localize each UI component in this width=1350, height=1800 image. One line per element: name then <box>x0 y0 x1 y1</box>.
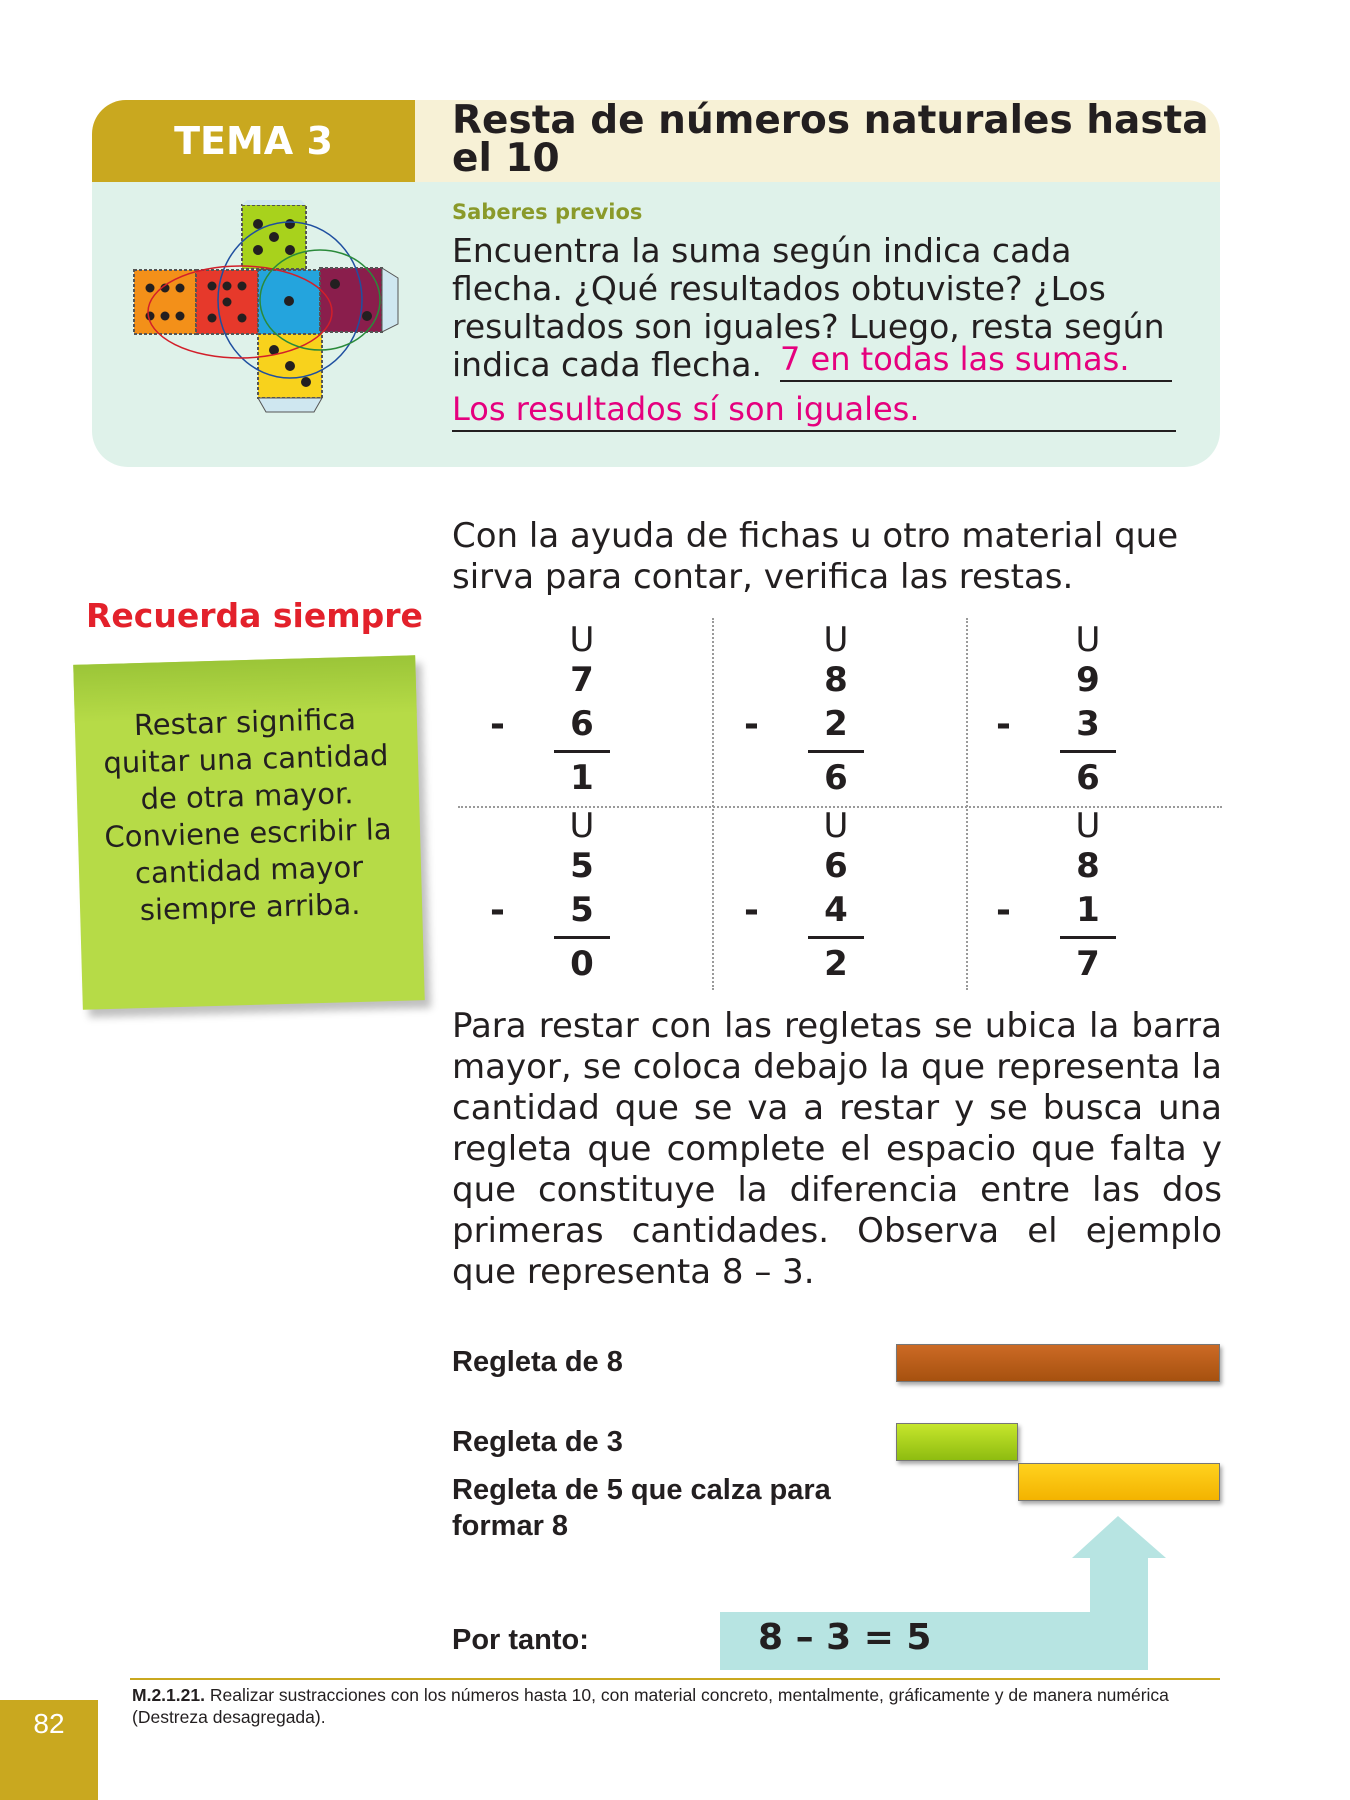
minus-sign: - <box>744 704 759 745</box>
result-line <box>1060 936 1116 939</box>
difference: 6 <box>1076 758 1100 798</box>
dice-net-illustration <box>130 200 420 430</box>
footer-divider <box>130 1678 1220 1680</box>
difference: 1 <box>570 758 594 798</box>
minus-sign: - <box>996 890 1011 931</box>
sticky-note <box>73 655 424 1009</box>
result-line <box>1060 750 1116 753</box>
result-equation: 8 – 3 = 5 <box>758 1617 932 1658</box>
skill-code: M.2.1.21. <box>132 1685 205 1705</box>
subtrahend: 3 <box>1076 704 1100 744</box>
tema-label: TEMA 3 <box>174 119 333 163</box>
regleta-8-bar <box>896 1344 1220 1382</box>
answer-line-1 <box>780 340 1172 382</box>
minuend: 9 <box>1076 660 1100 700</box>
unit-label: U <box>569 806 595 846</box>
unit-label: U <box>1075 620 1101 660</box>
sticky-note-text: Restar significa quitar una cantidad de otra mayor. Conviene escribir la cantidad mayor siempre arriba. <box>103 701 393 928</box>
regleta-8-label: Regleta de 8 <box>452 1346 623 1378</box>
regleta-5-label-line2: formar 8 <box>452 1510 569 1542</box>
result-line <box>554 936 610 939</box>
unit-label: U <box>823 620 849 660</box>
result-line <box>554 750 610 753</box>
subtrahend: 2 <box>824 704 848 744</box>
difference: 6 <box>824 758 848 798</box>
footer-skill-text <box>132 1684 1222 1728</box>
answer-line-2 <box>452 390 1176 432</box>
result-line <box>808 936 864 939</box>
regleta-5-bar <box>1018 1463 1220 1501</box>
answer-1: 7 en todas las sumas. <box>780 340 1130 378</box>
minus-sign: - <box>490 704 505 745</box>
answer-2: Los resultados sí son iguales. <box>452 390 920 428</box>
difference: 2 <box>824 944 848 984</box>
regleta-5-label-line1: Regleta de 5 que calza para <box>452 1474 831 1506</box>
minuend: 5 <box>570 846 594 886</box>
difference: 7 <box>1076 944 1100 984</box>
recuerda-siempre-title: Recuerda siempre <box>86 596 423 635</box>
difference: 0 <box>570 944 594 984</box>
minuend: 8 <box>824 660 848 700</box>
por-tanto-label: Por tanto: <box>452 1624 589 1656</box>
result-line <box>808 750 864 753</box>
grid-divider-vertical <box>712 618 714 990</box>
grid-divider-vertical <box>966 618 968 990</box>
unit-label: U <box>1075 806 1101 846</box>
page-title: Resta de números naturales hasta el 10 <box>452 98 1209 181</box>
saberes-instructions: Encuentra la suma según indica cada flecha. ¿Qué resultados obtuviste? ¿Los resultados son iguales? Luego, resta según indica cada flecha. <box>452 231 1165 384</box>
skill-description: Realizar sustracciones con los números hasta 10, con material concreto, mentalmente, gráficamente y de manera numérica (Destreza desagregada). <box>132 1685 1169 1727</box>
minus-sign: - <box>490 890 505 931</box>
minuend: 8 <box>1076 846 1100 886</box>
subtrahend: 5 <box>570 890 594 930</box>
regleta-3-label: Regleta de 3 <box>452 1426 623 1458</box>
minus-sign: - <box>996 704 1011 745</box>
unit-label: U <box>823 806 849 846</box>
subtrahend: 4 <box>824 890 848 930</box>
minuend: 7 <box>570 660 594 700</box>
saberes-previos-label: Saberes previos <box>452 200 643 224</box>
unit-label: U <box>569 620 595 660</box>
minus-sign: - <box>744 890 759 931</box>
intro-text: Con la ayuda de fichas u otro material que sirva para contar, verifica las restas. <box>452 516 1179 597</box>
minuend: 6 <box>824 846 848 886</box>
subtrahend: 6 <box>570 704 594 744</box>
regleta-3-bar <box>896 1423 1018 1461</box>
page-number: 82 <box>33 1708 65 1739</box>
subtrahend: 1 <box>1076 890 1100 930</box>
regletas-explanation: Para restar con las regletas se ubica la barra mayor, se coloca debajo la que representa la cantidad que se va a restar y se busca una regleta que complete el espacio que falta y que constituye la diferencia entre las dos primeras cantidades. Observa el ejemplo que representa 8 – 3. <box>452 1006 1222 1292</box>
